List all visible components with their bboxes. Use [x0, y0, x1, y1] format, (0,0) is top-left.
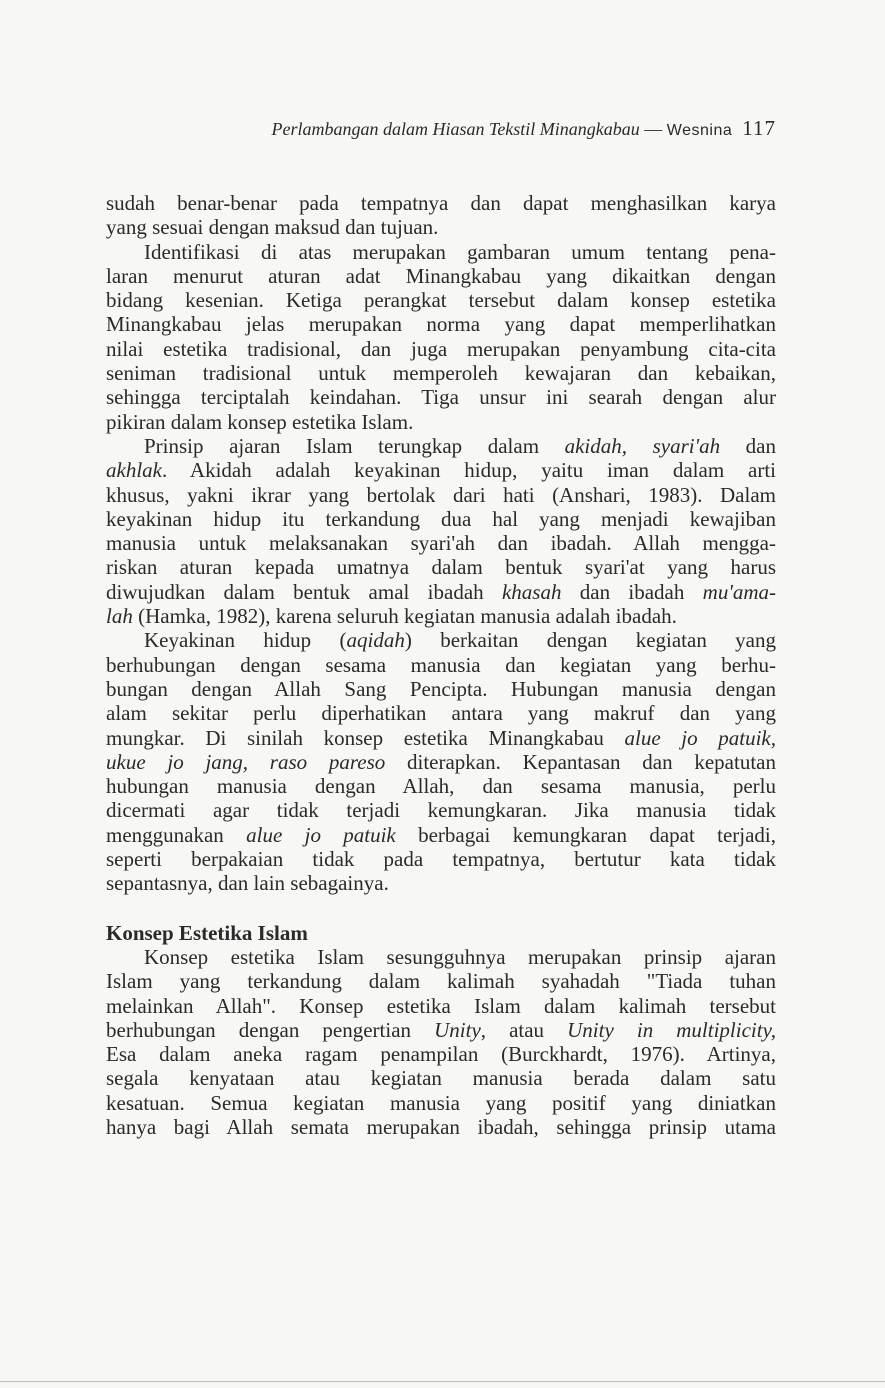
text-run: berhubungan dengan pengertian [106, 1017, 435, 1042]
text-line: dicermati agar tidak terjadi kemungkaran. Jika manusia tidak [106, 798, 776, 823]
header-separator: — [644, 119, 663, 139]
text-line: berhubungan dengan sesama manusia dan kegiatan yang berhu- [106, 652, 776, 677]
text-line [106, 628, 776, 652]
section-paragraph [106, 945, 776, 1139]
text-run: diwujudkan dalam bentuk amal ibadah [106, 579, 502, 604]
text-line [106, 1018, 776, 1042]
text-run: dan [720, 433, 776, 458]
section-heading: Konsep Estetika Islam [106, 920, 308, 945]
text-line: laran menurut aturan adat Minangkabau yang dikaitkan dengan [106, 263, 776, 288]
text-line [106, 750, 776, 774]
italic-term: akhlak [106, 458, 162, 483]
header-author: Wesnina [666, 122, 733, 139]
text-line: khusus, yakni ikrar yang bertolak dari hati (Anshari, 1983). Dalam [106, 482, 776, 507]
text-run: ) berkaitan dengan kegiatan yang [404, 628, 776, 653]
text-line: alam sekitar perlu diperhatikan antara yang makruf dan yang [106, 701, 776, 726]
text-run: menggunakan [106, 822, 247, 847]
text-run: (Hamka, 1982), karena seluruh kegiatan manusia adalah ibadah. [132, 604, 677, 629]
text-line: manusia untuk melaksanakan syari'ah dan ibadah. Allah mengga- [106, 531, 776, 556]
text-line: sudah benar-benar pada tempatnya dan dapat menghasilkan karya [106, 191, 776, 215]
text-line: segala kenyataan atau kegiatan manusia berada dalam satu [106, 1066, 776, 1091]
header-title: Perlambangan dalam Hiasan Tekstil Minangkabau [271, 119, 640, 139]
text-line: pikiran dalam konsep estetika Islam. [106, 409, 414, 434]
page-number: 117 [742, 116, 776, 140]
text-line [106, 726, 776, 750]
italic-term: akidah, syari'ah [564, 433, 721, 458]
text-line [106, 434, 776, 458]
text-line: Konsep estetika Islam sesungguhnya merupakan prinsip ajaran [144, 944, 776, 969]
text-line [106, 604, 776, 628]
text-line: hubungan manusia dengan Allah, dan sesama manusia, perlu [106, 774, 776, 799]
text-line [106, 458, 776, 482]
paragraph-3 [106, 434, 776, 628]
italic-term: lah [106, 604, 133, 629]
text-line: kesatuan. Semua kegiatan manusia yang positif yang diniatkan [106, 1090, 776, 1115]
text-line: sepantasnya, dan lain sebagainya. [106, 871, 389, 896]
text-line: Identifikasi di atas merupakan gambaran umum tentang pena- [144, 239, 776, 264]
text-line: seperti berpakaian tidak pada tempatnya, bertutur kata tidak [106, 847, 776, 872]
italic-term: alue jo patuik [246, 822, 396, 847]
text-line: bidang kesenian. Ketiga perangkat tersebut dalam konsep estetika [106, 288, 776, 313]
body-text [106, 191, 776, 1139]
text-line [106, 580, 776, 604]
running-header [0, 116, 776, 143]
text-run: dan ibadah [561, 579, 703, 604]
italic-term: Unity in multiplicity, [567, 1017, 777, 1042]
text-line: bungan dengan Allah Sang Pencipta. Hubungan manusia dengan [106, 676, 776, 701]
italic-term: Unity [434, 1017, 481, 1042]
text-line: riskan aturan kepada umatnya dalam bentuk syari'at yang harus [106, 555, 776, 580]
text-line: Minangkabau jelas merupakan norma yang dapat memperlihatkan [106, 312, 776, 337]
text-run: , atau [480, 1017, 568, 1042]
italic-term: ukue jo jang, raso pareso [106, 749, 386, 774]
paragraph-2 [106, 240, 776, 434]
text-line: Esa dalam aneka ragam penampilan (Burckhardt, 1976). Artinya, [106, 1042, 776, 1067]
italic-term: aqidah [346, 628, 405, 653]
text-run: diterapkan. Kepantasan dan kepatutan [385, 749, 776, 774]
italic-term: khasah [501, 579, 562, 604]
text-line: Islam yang terkandung dalam kalimah syahadah "Tiada tuhan [106, 969, 776, 994]
text-line: melainkan Allah". Konsep estetika Islam dalam kalimah tersebut [106, 993, 776, 1018]
italic-term: alue jo patuik, [624, 725, 776, 750]
text-run: Keyakinan hidup ( [144, 628, 347, 653]
text-line: sehingga terciptalah keindahan. Tiga unsur ini searah dengan alur [106, 385, 776, 410]
text-line [106, 823, 776, 847]
text-line: seniman tradisional untuk memperoleh kewajaran dan kebaikan, [106, 361, 776, 386]
text-run: Prinsip ajaran Islam terungkap dalam [144, 433, 565, 458]
bottom-rule [0, 1381, 885, 1382]
text-run: berbagai kemungkaran dapat terjadi, [395, 822, 777, 847]
text-line: hanya bagi Allah semata merupakan ibadah, sehingga prinsip utama [106, 1114, 776, 1139]
text-line: keyakinan hidup itu terkandung dua hal yang menjadi kewajiban [106, 506, 776, 531]
paragraph-1 [106, 191, 776, 240]
italic-term: mu'ama- [702, 579, 776, 604]
text-run: . Akidah adalah keyakinan hidup, yaitu iman dalam arti [161, 458, 776, 483]
text-line: yang sesuai dengan maksud dan tujuan. [106, 215, 439, 240]
paragraph-4 [106, 628, 776, 895]
text-line: nilai estetika tradisional, dan juga merupakan penyambung cita-cita [106, 336, 776, 361]
text-run: mungkar. Di sinilah konsep estetika Minangkabau [106, 725, 625, 750]
